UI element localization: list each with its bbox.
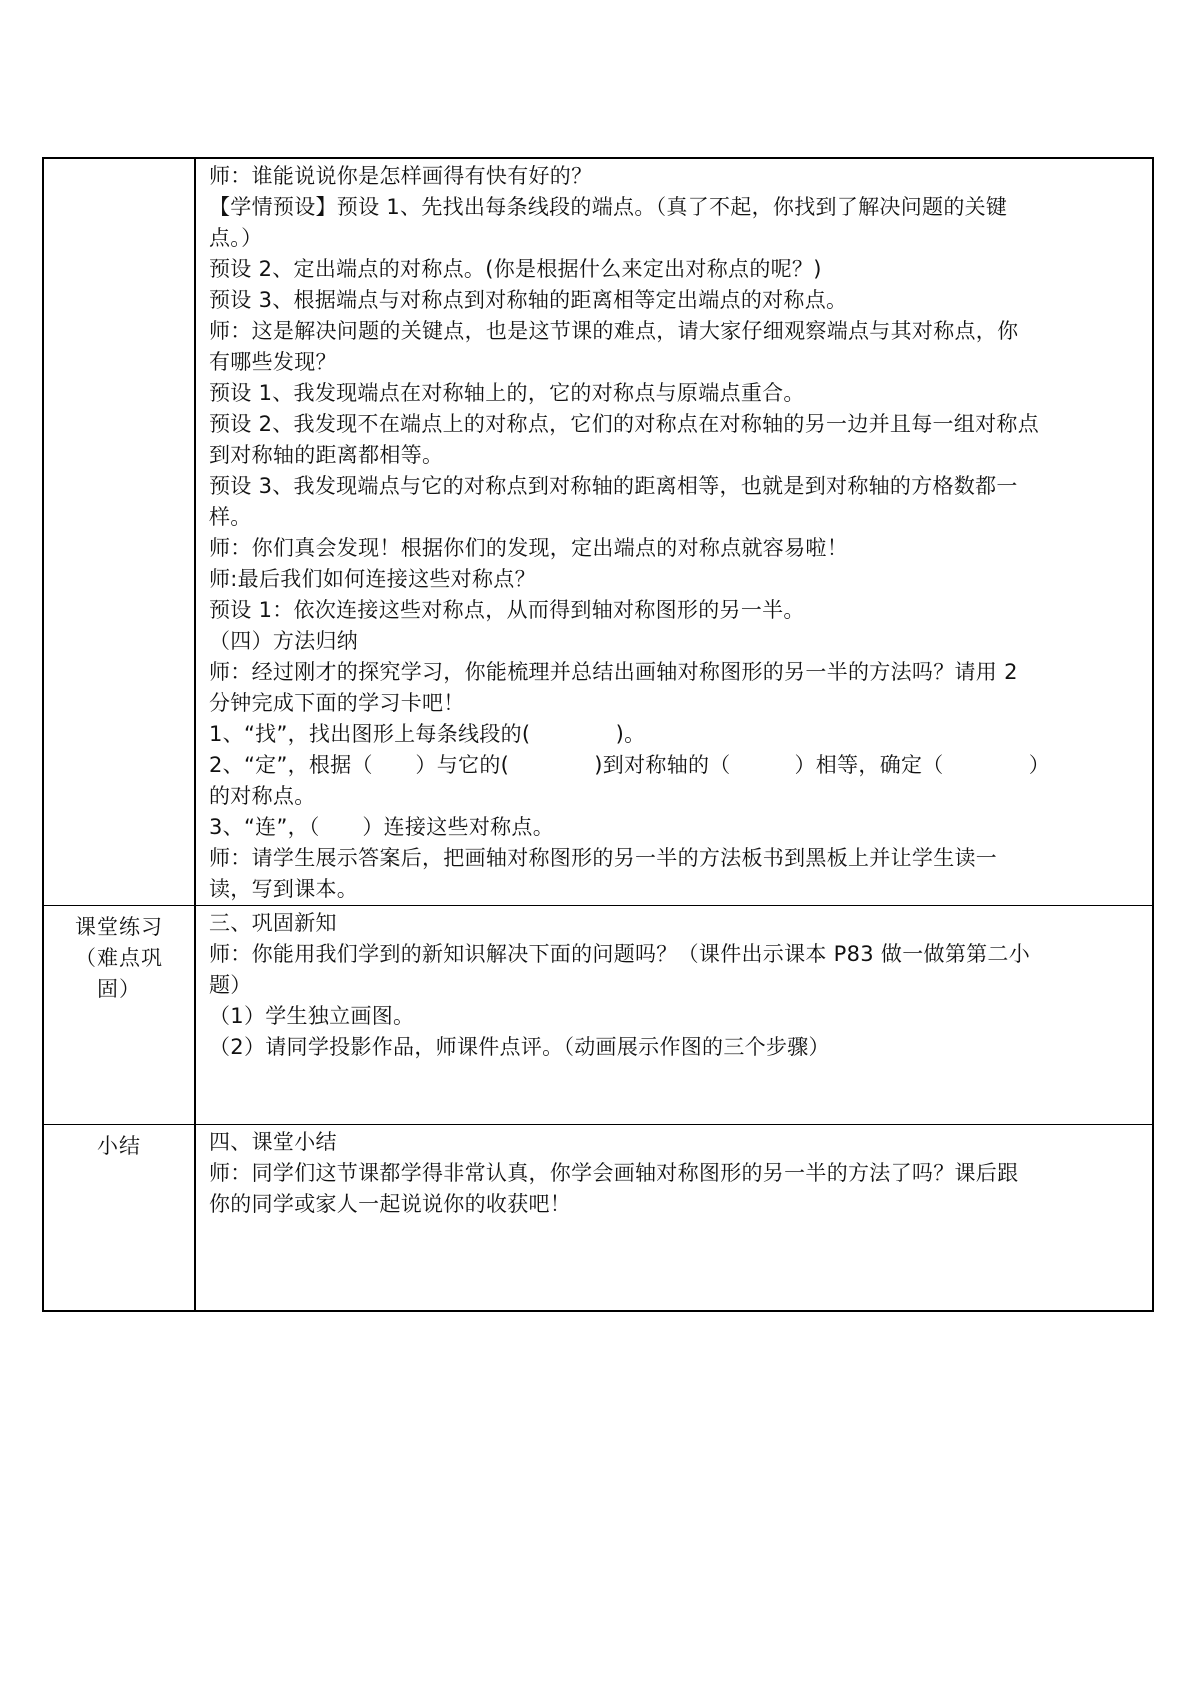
text-line: 三、巩固新知 xyxy=(209,911,337,935)
text-line: 师：你们真会发现！根据你们的发现，定出端点的对称点就容易啦！ xyxy=(209,536,848,560)
row-label xyxy=(44,159,194,165)
text-line: 预设 3、根据端点与对称点到对称轴的距离相等定出端点的对称点。 xyxy=(209,288,848,312)
text-line: 3、“连”，（ ）连接这些对称点。 xyxy=(209,815,555,839)
row-label-cell xyxy=(43,1125,195,1311)
text-line: 师：你能用我们学到的新知识解决下面的问题吗？（课件出示课本 P83 做一做第第二小 xyxy=(209,942,1031,966)
text-line: 预设 1：依次连接这些对称点，从而得到轴对称图形的另一半。 xyxy=(209,598,805,622)
lesson-plan-table xyxy=(42,157,1154,1312)
text-line: 分钟完成下面的学习卡吧！ xyxy=(209,691,465,715)
text-line: 1、“找”，找出图形上每条线段的( )。 xyxy=(209,722,646,746)
teaching-process-text xyxy=(196,159,1152,905)
text-line: 样。 xyxy=(209,505,252,529)
text-line: 师：谁能说说你是怎样画得有快有好的？ xyxy=(209,164,593,188)
text-line: 有哪些发现？ xyxy=(209,350,337,374)
table-row xyxy=(43,906,1153,1125)
text-line: 读，写到课本。 xyxy=(209,877,359,901)
row-content-cell xyxy=(195,1125,1153,1311)
text-line: 的对称点。 xyxy=(209,784,316,808)
label-line: 小结 xyxy=(97,1134,141,1158)
text-line: 点。） xyxy=(209,226,263,250)
text-line: 预设 3、我发现端点与它的对称点到对称轴的距离相等，也就是到对称轴的方格数都一 xyxy=(209,474,1018,498)
row-content-cell xyxy=(195,158,1153,906)
row-label-cell xyxy=(43,906,195,1125)
text-line: 预设 2、我发现不在端点上的对称点，它们的对称点在对称轴的另一边并且每一组对称点 xyxy=(209,412,1040,436)
text-line: 师：经过刚才的探究学习，你能梳理并总结出画轴对称图形的另一半的方法吗？请用 2 xyxy=(209,660,1018,684)
text-line: 题） xyxy=(209,973,252,997)
label-line: 固） xyxy=(97,977,141,1001)
text-line: 师:最后我们如何连接这些对称点？ xyxy=(209,567,536,591)
row-content-cell xyxy=(195,906,1153,1125)
row-label xyxy=(44,1125,194,1162)
text-line: 师：这是解决问题的关键点，也是这节课的难点，请大家仔细观察端点与其对称点，你 xyxy=(209,319,1019,343)
text-line: 师：同学们这节课都学得非常认真，你学会画轴对称图形的另一半的方法了吗？课后跟 xyxy=(209,1161,1019,1185)
text-line: 预设 1、我发现端点在对称轴上的，它的对称点与原端点重合。 xyxy=(209,381,805,405)
text-line: 2、“定”，根据（ ）与它的( )到对称轴的（ ）相等，确定（ ） xyxy=(209,753,1051,777)
row-label-cell xyxy=(43,158,195,906)
summary-text xyxy=(196,1125,1152,1220)
practice-text xyxy=(196,906,1152,1063)
table-row xyxy=(43,158,1153,906)
text-line: 到对称轴的距离都相等。 xyxy=(209,443,444,467)
text-line: 四、课堂小结 xyxy=(209,1130,337,1154)
label-line: （难点巩 xyxy=(75,946,163,970)
text-line: （四）方法归纳 xyxy=(209,629,359,653)
text-line: 预设 2、定出端点的对称点。(你是根据什么来定出对称点的呢？) xyxy=(209,257,822,281)
row-label xyxy=(44,906,194,1005)
text-line: 【学情预设】预设 1、先找出每条线段的端点。（真了不起，你找到了解决问题的关键 xyxy=(209,195,1008,219)
table-row xyxy=(43,1125,1153,1311)
text-line: 你的同学或家人一起说说你的收获吧！ xyxy=(209,1192,572,1216)
text-line: （2）请同学投影作品，师课件点评。（动画展示作图的三个步骤） xyxy=(209,1035,830,1059)
label-line: 课堂练习 xyxy=(75,915,163,939)
text-line: 师：请学生展示答案后，把画轴对称图形的另一半的方法板书到黑板上并让学生读一 xyxy=(209,846,998,870)
text-line: （1）学生独立画图。 xyxy=(209,1004,415,1028)
